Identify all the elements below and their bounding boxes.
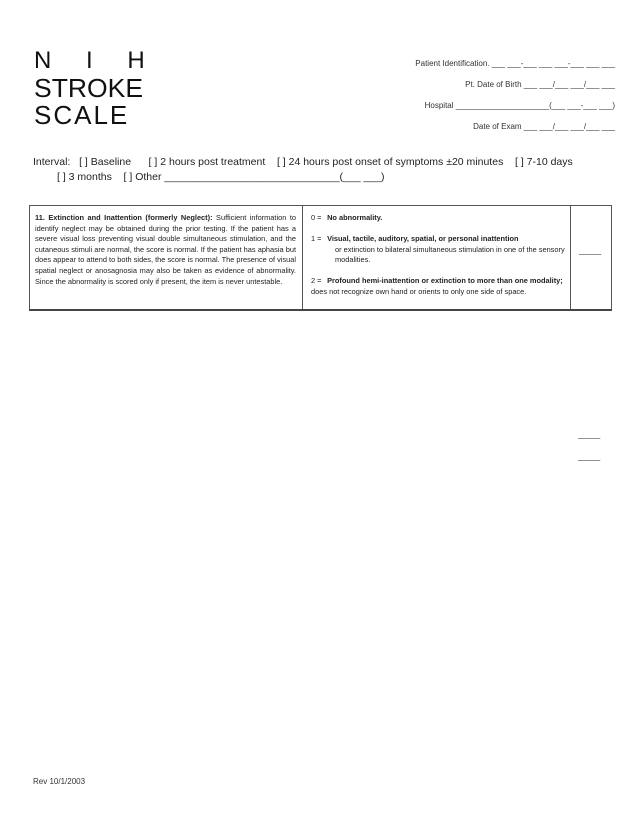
revision-date: Rev 10/1/2003 — [33, 777, 86, 786]
option-1-number: 1 = — [311, 234, 322, 243]
option-1-label: Visual, tactile, auditory, spatial, or personal inattention — [327, 234, 519, 243]
nih-stroke-scale-logo — [34, 47, 159, 130]
column-divider — [570, 206, 571, 309]
option-0 — [311, 213, 566, 224]
option-1-detail: or extinction to bilateral simultaneous stimulation in one of the sensory modalities. — [335, 244, 565, 265]
option-0-label: No abnormality. — [327, 213, 383, 222]
item-11-description — [35, 213, 296, 287]
logo-scale: SCALE — [34, 100, 130, 130]
option-0-number: 0 = — [311, 213, 322, 222]
patient-identification-field[interactable]: Patient Identification. ___ ___-___ ___ ___-___ ___ ___ — [415, 59, 615, 68]
option-2 — [311, 276, 566, 297]
option-2-detail: does not recognize own hand or orients to only one side of space. — [311, 286, 527, 296]
logo-nih: N I H — [34, 47, 159, 74]
item-11-score-blank[interactable]: _____ — [579, 246, 602, 255]
item-11-table — [29, 205, 612, 311]
date-of-exam-field[interactable]: Date of Exam ___ ___/___ ___/___ ___ — [473, 122, 615, 131]
option-1 — [311, 234, 566, 266]
date-of-birth-field[interactable]: Pt. Date of Birth ___ ___/___ ___/___ ___ — [465, 80, 615, 89]
interval-options-line2[interactable]: [ ] 3 months [ ] Other ______________________________(___ ___) — [57, 171, 385, 183]
item-11-title: 11. Extinction and Inattention (formerly Neglect): — [35, 213, 213, 222]
hospital-field[interactable]: Hospital _____________________(___ ___-___ ___) — [424, 101, 615, 110]
column-divider — [302, 206, 303, 309]
score-blank-2[interactable]: _____ — [578, 452, 601, 461]
item-11-description-text: Sufficient information to identify neglect may be obtained during the prior testing. If the patient has a severe visual loss preventing visual double simultaneous stimulation, and the cutaneous stimuli are normal, the score is normal. If the patient has aphasia but does appear to attend to both sides, the score is normal. The presence of visual spatial neglect or anosagnosia may also be taken as evidence of abnormality. Since the abnormality is scored only if present, the item is never untestable. — [35, 213, 296, 286]
option-2-label: Profound hemi-inattention or extinction to more than one modality; — [327, 276, 563, 285]
score-blank-1[interactable]: _____ — [578, 430, 601, 439]
interval-options-line1[interactable]: Interval: [ ] Baseline [ ] 2 hours post treatment [ ] 24 hours post onset of symptoms ±20 minutes [ ] 7-10 days — [33, 156, 573, 168]
option-2-number: 2 = — [311, 276, 322, 285]
logo-stroke: STROKE — [34, 73, 144, 103]
